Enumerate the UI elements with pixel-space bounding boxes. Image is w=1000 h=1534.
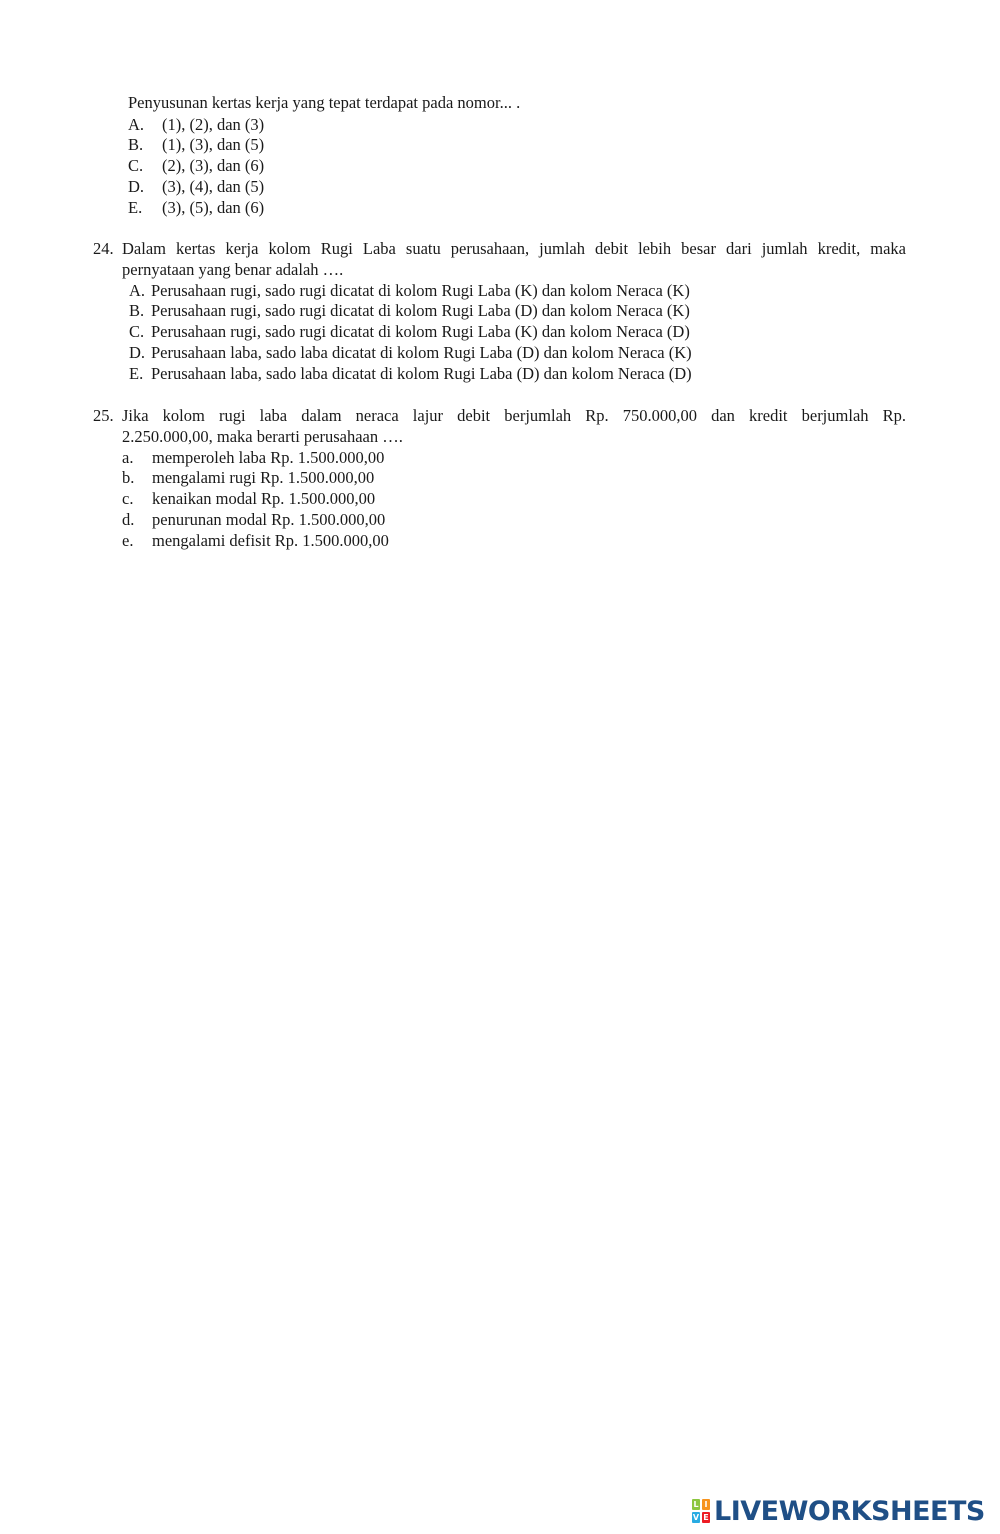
q23-option-text: (3), (4), dan (5) xyxy=(162,177,265,196)
q25-number: 25. xyxy=(93,406,114,425)
q24-option-letter: C. xyxy=(129,322,145,341)
q23-option-text: (1), (2), dan (3) xyxy=(162,115,265,134)
q25-option-text: memperoleh laba Rp. 1.500.000,00 xyxy=(152,448,385,467)
q23-stem: Penyusunan kertas kerja yang tepat terdapat pada nomor... . xyxy=(128,93,521,112)
q24-option-text: Perusahaan laba, sado laba dicatat di kolom Rugi Laba (D) dan kolom Neraca (K) xyxy=(151,343,692,362)
q25-option-letter: d. xyxy=(122,510,135,529)
q24-option-text: Perusahaan rugi, sado rugi dicatat di kolom Rugi Laba (K) dan kolom Neraca (D) xyxy=(151,322,690,341)
q25-option-text: mengalami rugi Rp. 1.500.000,00 xyxy=(152,468,375,487)
q24-option-letter: A. xyxy=(129,281,146,300)
q24-stem-line1: Dalam kertas kerja kolom Rugi Laba suatu perusahaan, jumlah debit lebih besar dari jumlah kredit, maka xyxy=(122,239,906,258)
q24-option-text: Perusahaan laba, sado laba dicatat di kolom Rugi Laba (D) dan kolom Neraca (D) xyxy=(151,364,692,383)
q25-option-text: kenaikan modal Rp. 1.500.000,00 xyxy=(152,489,376,508)
liveworksheets-logo xyxy=(692,1494,985,1528)
logo-mark-tile: V xyxy=(692,1513,700,1522)
q24-option-letter: E. xyxy=(129,364,144,383)
q23-option-letter: E. xyxy=(128,198,143,217)
q24-option-letter: B. xyxy=(129,301,145,320)
logo-wordmark: LIVEWORKSHEETS xyxy=(714,1495,985,1527)
logo-mark-tile: I xyxy=(702,1499,710,1510)
q23-option-text: (1), (3), dan (5) xyxy=(162,135,265,154)
q24-stem-line2: pernyataan yang benar adalah …. xyxy=(122,260,344,279)
q25-stem-line2: 2.250.000,00, maka berarti perusahaan …. xyxy=(122,427,403,446)
q23-option-text: (2), (3), dan (6) xyxy=(162,156,265,175)
q25-option-letter: e. xyxy=(122,531,134,550)
q24-option-text: Perusahaan rugi, sado rugi dicatat di kolom Rugi Laba (K) dan kolom Neraca (K) xyxy=(151,281,690,300)
q23-option-letter: C. xyxy=(128,156,144,175)
q24-number: 24. xyxy=(93,239,114,258)
q25-option-letter: b. xyxy=(122,468,135,487)
q23-option-letter: A. xyxy=(128,115,145,134)
q23-option-letter: D. xyxy=(128,177,145,196)
q25-option-letter: c. xyxy=(122,489,134,508)
logo-mark-icon xyxy=(692,1499,710,1523)
q25-option-letter: a. xyxy=(122,448,134,467)
q25-stem-line1: Jika kolom rugi laba dalam neraca lajur debit berjumlah Rp. 750.000,00 dan kredit berjumlah Rp. xyxy=(122,406,906,425)
logo-mark-tile: L xyxy=(693,1500,699,1509)
q25-option-text: mengalami defisit Rp. 1.500.000,00 xyxy=(152,531,389,550)
q23-option-letter: B. xyxy=(128,135,144,154)
q24-option-text: Perusahaan rugi, sado rugi dicatat di kolom Rugi Laba (D) dan kolom Neraca (K) xyxy=(151,301,690,320)
q24-option-letter: D. xyxy=(129,343,146,362)
q23-option-text: (3), (5), dan (6) xyxy=(162,198,265,217)
q25-option-text: penurunan modal Rp. 1.500.000,00 xyxy=(152,510,386,529)
logo-mark-tile: E xyxy=(703,1513,709,1522)
